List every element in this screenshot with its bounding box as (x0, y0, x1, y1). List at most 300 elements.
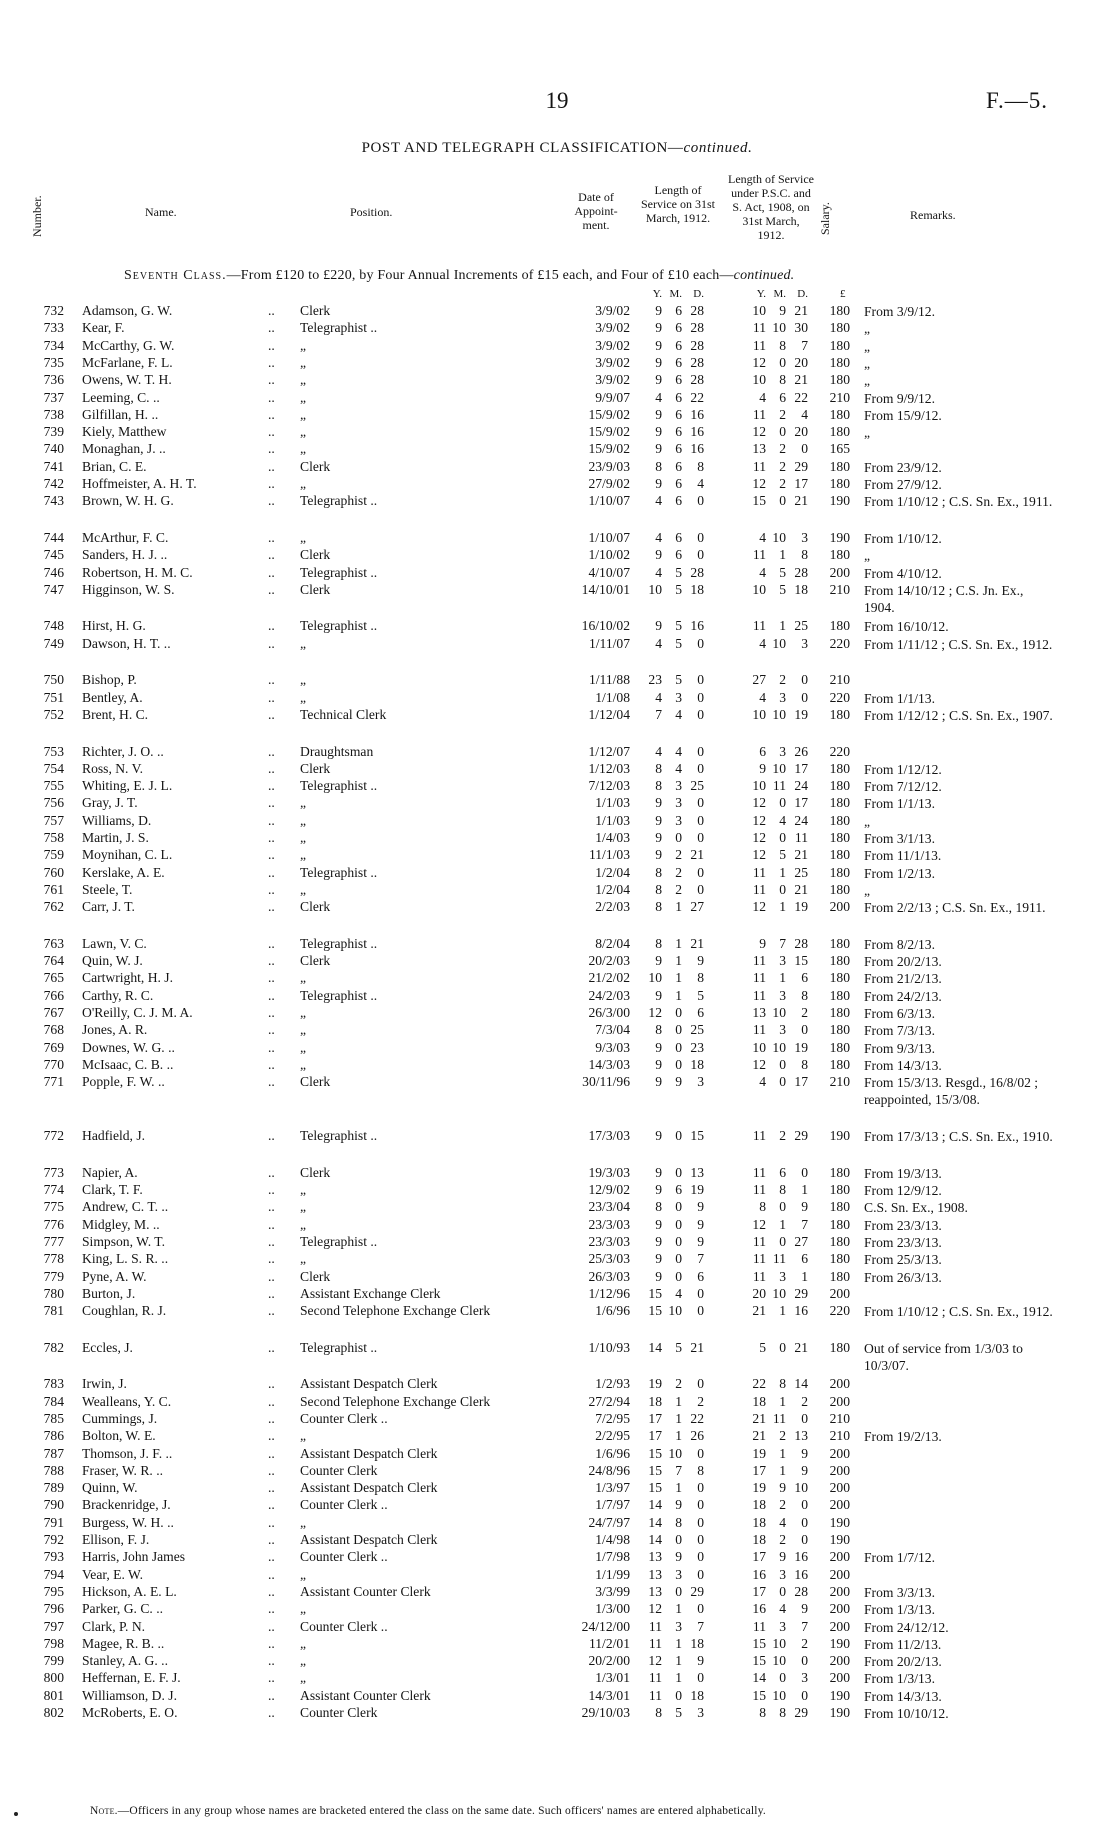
row-service-months: 1 (675, 1601, 682, 1617)
row-psc-years: 11 (752, 618, 766, 634)
table-row (0, 882, 1114, 899)
table-row (0, 953, 1114, 970)
row-service-years: 12 (648, 1601, 662, 1617)
row-leader-dots: .. (268, 476, 275, 491)
row-service-months: 6 (675, 389, 682, 405)
row-psc-days: 0 (801, 689, 808, 705)
row-psc-years: 18 (752, 1514, 766, 1530)
row-service-months: 6 (675, 354, 682, 370)
row-name: Thomson, J. F. .. (82, 1445, 173, 1461)
row-psc-years: 18 (752, 1393, 766, 1409)
row-position: Telegraphist .. (300, 493, 378, 509)
row-remarks: „ (864, 373, 871, 389)
row-name: Hickson, A. E. L. (82, 1583, 177, 1599)
row-service-months: 3 (675, 795, 682, 811)
row-remarks: From 1/3/13. (864, 1671, 935, 1687)
row-position: Clerk (300, 760, 331, 776)
row-psc-years: 12 (752, 830, 766, 845)
row-psc-years: 13 (752, 1005, 766, 1020)
row-leader-dots: .. (268, 987, 275, 1003)
row-date: 1/6/96 (595, 1445, 630, 1461)
row-date: 7/3/04 (595, 1022, 630, 1038)
row-service-days: 25 (690, 1022, 704, 1038)
row-service-years: 9 (655, 547, 662, 563)
row-service-years: 9 (655, 1268, 662, 1284)
row-service-years: 4 (655, 529, 662, 545)
row-service-days: 18 (690, 1635, 704, 1651)
row-psc-years: 12 (752, 1056, 766, 1072)
row-psc-days: 15 (794, 953, 808, 969)
row-date: 1/4/98 (595, 1532, 630, 1547)
row-psc-years: 12 (752, 847, 766, 863)
row-psc-months: 0 (779, 493, 786, 509)
row-position: „ (300, 389, 307, 405)
row-position: Technical Clerk (300, 706, 387, 722)
row-leader-dots: .. (268, 424, 275, 440)
row-psc-months: 1 (779, 1445, 786, 1461)
row-date: 1/1/03 (595, 795, 630, 811)
row-salary: 180 (829, 337, 850, 353)
row-position: Assistant Counter Clerk (300, 1687, 431, 1703)
row-service-years: 11 (648, 1618, 662, 1634)
row-leader-dots: .. (268, 635, 275, 651)
row-salary: 190 (829, 1705, 850, 1720)
row-position: „ (300, 672, 307, 688)
row-leader-dots: .. (268, 689, 275, 705)
table-row (0, 1601, 1114, 1618)
table-row (0, 1182, 1114, 1199)
row-service-months: 5 (675, 581, 682, 597)
row-service-years: 8 (655, 778, 662, 794)
row-position: „ (300, 1056, 307, 1072)
row-position: „ (300, 1428, 307, 1444)
row-service-months: 0 (675, 1022, 682, 1038)
row-name: Fraser, W. R. .. (82, 1462, 164, 1478)
row-service-months: 4 (675, 1285, 682, 1301)
table-row (0, 1428, 1114, 1445)
row-position: Clerk (300, 303, 331, 318)
row-number: 752 (43, 706, 64, 722)
row-salary: 200 (829, 1566, 850, 1582)
row-service-months: 0 (675, 1128, 682, 1144)
row-psc-years: 12 (752, 354, 766, 370)
row-date: 1/1/03 (595, 812, 630, 828)
row-date: 25/3/03 (588, 1251, 630, 1267)
document-reference: F.—5. (986, 88, 1048, 113)
row-service-days: 13 (690, 1164, 704, 1180)
row-service-years: 9 (655, 1233, 662, 1249)
row-date: 1/12/07 (588, 743, 630, 759)
row-service-days: 9 (697, 953, 704, 969)
row-salary: 180 (829, 1005, 850, 1020)
row-number: 773 (43, 1164, 64, 1180)
row-position: „ (300, 1635, 307, 1651)
row-service-months: 1 (675, 935, 682, 951)
row-psc-years: 11 (752, 1022, 766, 1038)
row-name: Brackenridge, J. (82, 1497, 171, 1513)
row-salary: 210 (829, 1428, 850, 1444)
row-name: Kerslake, A. E. (82, 864, 165, 880)
row-psc-months: 8 (779, 1376, 786, 1392)
column-header-salary (818, 175, 838, 245)
row-service-years: 9 (655, 372, 662, 388)
footnote-text: —Officers in any group whose names are bracketed entered the class on the same date. Such officers' names are entered alphabetically. (117, 1805, 766, 1817)
row-leader-dots: .. (268, 1182, 275, 1197)
row-service-months: 5 (675, 564, 682, 580)
row-service-years: 9 (655, 812, 662, 828)
row-leader-dots: .. (268, 389, 275, 405)
row-psc-months: 11 (772, 1410, 786, 1426)
row-remarks: „ (864, 548, 871, 564)
row-psc-months: 2 (779, 672, 786, 688)
row-service-days: 3 (697, 1074, 704, 1090)
row-remarks: From 6/3/13. (864, 1006, 935, 1021)
row-service-months: 6 (675, 372, 682, 388)
row-psc-months: 3 (779, 1566, 786, 1582)
row-service-days: 25 (690, 778, 704, 794)
row-salary: 200 (829, 1618, 850, 1634)
table-row (0, 1549, 1114, 1566)
row-number: 741 (43, 458, 64, 474)
row-leader-dots: .. (268, 1514, 275, 1530)
row-service-months: 1 (675, 1653, 682, 1669)
row-name: Magee, R. B. .. (82, 1635, 165, 1651)
row-name: Leeming, C. .. (82, 389, 160, 405)
row-leader-dots: .. (268, 970, 275, 986)
table-row (0, 1128, 1114, 1163)
row-service-years: 8 (655, 760, 662, 776)
row-position: Clerk (300, 581, 331, 597)
row-salary: 180 (829, 618, 850, 634)
row-service-years: 9 (655, 987, 662, 1003)
row-number: 740 (43, 441, 64, 457)
row-psc-days: 29 (794, 1285, 808, 1301)
row-psc-months: 9 (779, 1549, 786, 1565)
row-salary: 200 (829, 1480, 850, 1496)
row-remarks: „ (864, 882, 871, 898)
table-row (0, 1584, 1114, 1601)
table-row (0, 1411, 1114, 1428)
row-position: „ (300, 406, 307, 422)
row-salary: 180 (829, 778, 850, 794)
row-psc-months: 1 (779, 1216, 786, 1232)
table-row (0, 1340, 1114, 1375)
row-psc-days: 28 (794, 935, 808, 951)
row-service-months: 6 (675, 424, 682, 440)
row-position: „ (300, 1216, 307, 1232)
row-psc-days: 2 (801, 1005, 808, 1020)
row-psc-years: 12 (752, 1216, 766, 1232)
row-name: Steele, T. (82, 881, 133, 897)
row-psc-years: 4 (759, 1074, 766, 1090)
row-name: Simpson, W. T. (82, 1233, 165, 1249)
table-row (0, 1234, 1114, 1251)
table-row (0, 1165, 1114, 1182)
row-position: Telegraphist .. (300, 320, 378, 336)
row-psc-months: 7 (779, 935, 786, 951)
row-service-months: 8 (675, 1514, 682, 1530)
row-service-days: 9 (697, 1653, 704, 1669)
row-psc-days: 10 (794, 1480, 808, 1496)
row-psc-years: 15 (752, 493, 766, 509)
row-number: 785 (43, 1410, 64, 1426)
row-salary: 180 (829, 476, 850, 491)
row-psc-days: 21 (794, 847, 808, 863)
row-psc-years: 9 (759, 760, 766, 776)
row-service-months: 6 (675, 529, 682, 545)
row-service-months: 6 (675, 476, 682, 491)
row-leader-dots: .. (268, 778, 275, 794)
row-leader-dots: .. (268, 1618, 275, 1634)
row-salary: 210 (829, 1074, 850, 1090)
row-psc-months: 0 (779, 1074, 786, 1090)
row-date: 20/2/00 (588, 1653, 630, 1669)
row-remarks: From 3/9/12. (864, 304, 935, 319)
row-service-years: 23 (648, 672, 662, 688)
row-leader-dots: .. (268, 406, 275, 422)
row-leader-dots: .. (268, 743, 275, 759)
row-name: Kiely, Matthew (82, 424, 167, 440)
row-service-years: 9 (655, 441, 662, 457)
row-remarks: From 23/9/12. (864, 459, 942, 475)
row-name: Brian, C. E. (82, 458, 147, 474)
row-psc-years: 8 (759, 1705, 766, 1720)
row-leader-dots: .. (268, 1601, 275, 1617)
row-service-months: 3 (675, 1618, 682, 1634)
column-header-salary-label: Salary. (818, 202, 832, 235)
row-position: Assistant Despatch Clerk (300, 1445, 438, 1461)
row-service-years: 9 (655, 1216, 662, 1232)
row-position: Clerk (300, 1164, 331, 1180)
row-service-years: 9 (655, 354, 662, 370)
row-name: Eccles, J. (82, 1339, 133, 1355)
row-remarks: „ (864, 813, 871, 829)
row-psc-days: 7 (801, 1216, 808, 1232)
row-psc-months: 3 (779, 743, 786, 759)
row-name: Adamson, G. W. (82, 303, 173, 318)
row-psc-years: 10 (752, 706, 766, 722)
row-service-days: 29 (690, 1583, 704, 1599)
unit-days-2: D. (797, 288, 808, 300)
row-number: 763 (43, 935, 64, 951)
row-psc-months: 5 (779, 847, 786, 863)
row-position: „ (300, 1601, 307, 1617)
row-date: 1/7/97 (595, 1497, 630, 1513)
row-psc-years: 11 (752, 1268, 766, 1284)
row-leader-dots: .. (268, 1445, 275, 1461)
row-remarks: From 15/9/12. (864, 407, 942, 423)
row-name: O'Reilly, C. J. M. A. (82, 1005, 193, 1020)
row-service-years: 17 (648, 1428, 662, 1444)
row-salary: 180 (829, 1039, 850, 1055)
table-row (0, 1636, 1114, 1653)
row-psc-days: 16 (794, 1566, 808, 1582)
row-remarks: „ (864, 338, 871, 354)
row-name: Dawson, H. T. .. (82, 635, 171, 651)
row-name: Sanders, H. J. .. (82, 547, 168, 563)
table-row (0, 459, 1114, 476)
row-psc-years: 17 (752, 1549, 766, 1565)
row-salary: 200 (829, 1445, 850, 1461)
row-number: 778 (43, 1251, 64, 1267)
table-row (0, 565, 1114, 582)
table-row (0, 1480, 1114, 1497)
row-number: 796 (43, 1601, 64, 1617)
row-name: McCarthy, G. W. (82, 337, 175, 353)
table-row (0, 778, 1114, 795)
row-number: 769 (43, 1039, 64, 1055)
table-row (0, 1217, 1114, 1234)
row-psc-years: 11 (752, 1128, 766, 1144)
row-remarks: „ (864, 425, 871, 441)
row-position: Clerk (300, 1074, 331, 1090)
row-leader-dots: .. (268, 1128, 275, 1144)
row-name: Gilfillan, H. .. (82, 406, 159, 422)
row-name: Moynihan, C. L. (82, 847, 173, 863)
row-service-months: 6 (675, 406, 682, 422)
table-row (0, 582, 1114, 617)
row-salary: 200 (829, 899, 850, 915)
row-psc-days: 0 (801, 1164, 808, 1180)
row-position: „ (300, 830, 307, 845)
row-psc-years: 11 (752, 1618, 766, 1634)
row-date: 1/4/03 (595, 830, 630, 845)
row-service-months: 0 (675, 1233, 682, 1249)
row-name: Clark, T. F. (82, 1182, 143, 1197)
table-row (0, 690, 1114, 707)
table-row (0, 1005, 1114, 1022)
row-service-years: 9 (655, 1056, 662, 1072)
row-service-days: 3 (697, 1705, 704, 1720)
row-salary: 180 (829, 830, 850, 845)
row-service-months: 1 (675, 970, 682, 986)
row-leader-dots: .. (268, 706, 275, 722)
row-psc-years: 20 (752, 1285, 766, 1301)
row-service-years: 14 (648, 1514, 662, 1530)
row-name: Monaghan, J. .. (82, 441, 166, 457)
row-psc-years: 19 (752, 1445, 766, 1461)
row-service-months: 10 (668, 1445, 682, 1461)
row-service-days: 21 (690, 935, 704, 951)
row-psc-months: 9 (779, 303, 786, 318)
row-psc-days: 0 (801, 1410, 808, 1426)
row-leader-dots: .. (268, 1268, 275, 1284)
row-service-months: 0 (675, 1268, 682, 1284)
row-psc-months: 4 (779, 1514, 786, 1530)
row-service-years: 10 (648, 970, 662, 986)
row-service-months: 5 (675, 672, 682, 688)
row-salary: 180 (829, 1216, 850, 1232)
row-service-years: 9 (655, 476, 662, 491)
row-service-days: 0 (697, 830, 704, 845)
row-service-days: 0 (697, 1532, 704, 1547)
row-number: 801 (43, 1687, 64, 1703)
row-service-months: 10 (668, 1303, 682, 1319)
row-psc-months: 11 (772, 1251, 786, 1267)
row-number: 767 (43, 1005, 64, 1020)
row-service-days: 16 (690, 441, 704, 457)
row-remarks: From 17/3/13 ; C.S. Sn. Ex., 1910. (864, 1129, 1053, 1145)
row-leader-dots: .. (268, 581, 275, 597)
row-number: 737 (43, 389, 64, 405)
row-number: 789 (43, 1480, 64, 1496)
row-remarks: From 21/2/13. (864, 971, 942, 987)
row-service-days: 0 (697, 743, 704, 759)
row-psc-months: 1 (779, 1303, 786, 1319)
row-psc-months: 8 (779, 337, 786, 353)
row-psc-months: 10 (772, 706, 786, 722)
table-row (0, 1040, 1114, 1057)
row-salary: 190 (829, 529, 850, 545)
row-position: Telegraphist .. (300, 987, 378, 1003)
row-psc-years: 15 (752, 1635, 766, 1651)
row-remarks: From 15/3/13. Resgd., 16/8/02 ; reappointed, 15/3/08. (864, 1075, 1039, 1108)
row-salary: 200 (829, 1393, 850, 1409)
row-leader-dots: .. (268, 1393, 275, 1409)
row-date: 1/11/07 (588, 635, 630, 651)
row-psc-days: 30 (794, 320, 808, 336)
row-date: 16/10/02 (581, 618, 630, 634)
row-name: Lawn, V. C. (82, 935, 147, 951)
row-salary: 180 (829, 953, 850, 969)
row-name: King, L. S. R. .. (82, 1251, 169, 1267)
row-psc-days: 1 (801, 1268, 808, 1284)
row-number: 749 (43, 635, 64, 651)
row-service-days: 18 (690, 581, 704, 597)
row-salary: 180 (829, 1233, 850, 1249)
row-leader-dots: .. (268, 1670, 275, 1686)
row-service-years: 19 (648, 1376, 662, 1392)
row-psc-months: 2 (779, 1497, 786, 1513)
column-header-length-service: Length of Service on 31st March, 1912. (641, 183, 715, 225)
row-psc-days: 1 (801, 1182, 808, 1197)
row-remarks: From 19/2/13. (864, 1429, 942, 1445)
row-salary: 180 (829, 372, 850, 388)
row-salary: 200 (829, 1653, 850, 1669)
row-date: 1/10/07 (588, 529, 630, 545)
row-psc-days: 17 (794, 1074, 808, 1090)
row-psc-months: 2 (779, 1128, 786, 1144)
row-remarks: From 7/12/12. (864, 779, 942, 795)
row-psc-days: 3 (801, 529, 808, 545)
row-salary: 180 (829, 812, 850, 828)
row-name: Kear, F. (82, 320, 125, 336)
row-salary: 210 (829, 581, 850, 597)
row-leader-dots: .. (268, 1056, 275, 1072)
row-position: Clerk (300, 458, 331, 474)
row-remarks: From 14/10/12 ; C.S. Jn. Ex., 1904. (864, 582, 1024, 615)
row-psc-years: 11 (752, 406, 766, 422)
row-position: „ (300, 1670, 307, 1686)
row-position: „ (300, 441, 307, 457)
row-number: 786 (43, 1428, 64, 1444)
row-psc-years: 11 (752, 864, 766, 880)
row-name: Burgess, W. H. .. (82, 1514, 174, 1530)
row-position: Telegraphist .. (300, 564, 378, 580)
row-leader-dots: .. (268, 372, 275, 388)
row-psc-months: 10 (772, 1005, 786, 1020)
row-psc-days: 19 (794, 899, 808, 915)
row-psc-years: 11 (752, 320, 766, 336)
row-salary: 200 (829, 1376, 850, 1392)
row-leader-dots: .. (268, 1074, 275, 1090)
row-psc-months: 2 (779, 476, 786, 491)
row-service-years: 9 (655, 320, 662, 336)
row-psc-years: 9 (759, 935, 766, 951)
row-service-months: 1 (675, 1635, 682, 1651)
row-date: 24/7/97 (588, 1514, 630, 1530)
row-psc-days: 20 (794, 354, 808, 370)
